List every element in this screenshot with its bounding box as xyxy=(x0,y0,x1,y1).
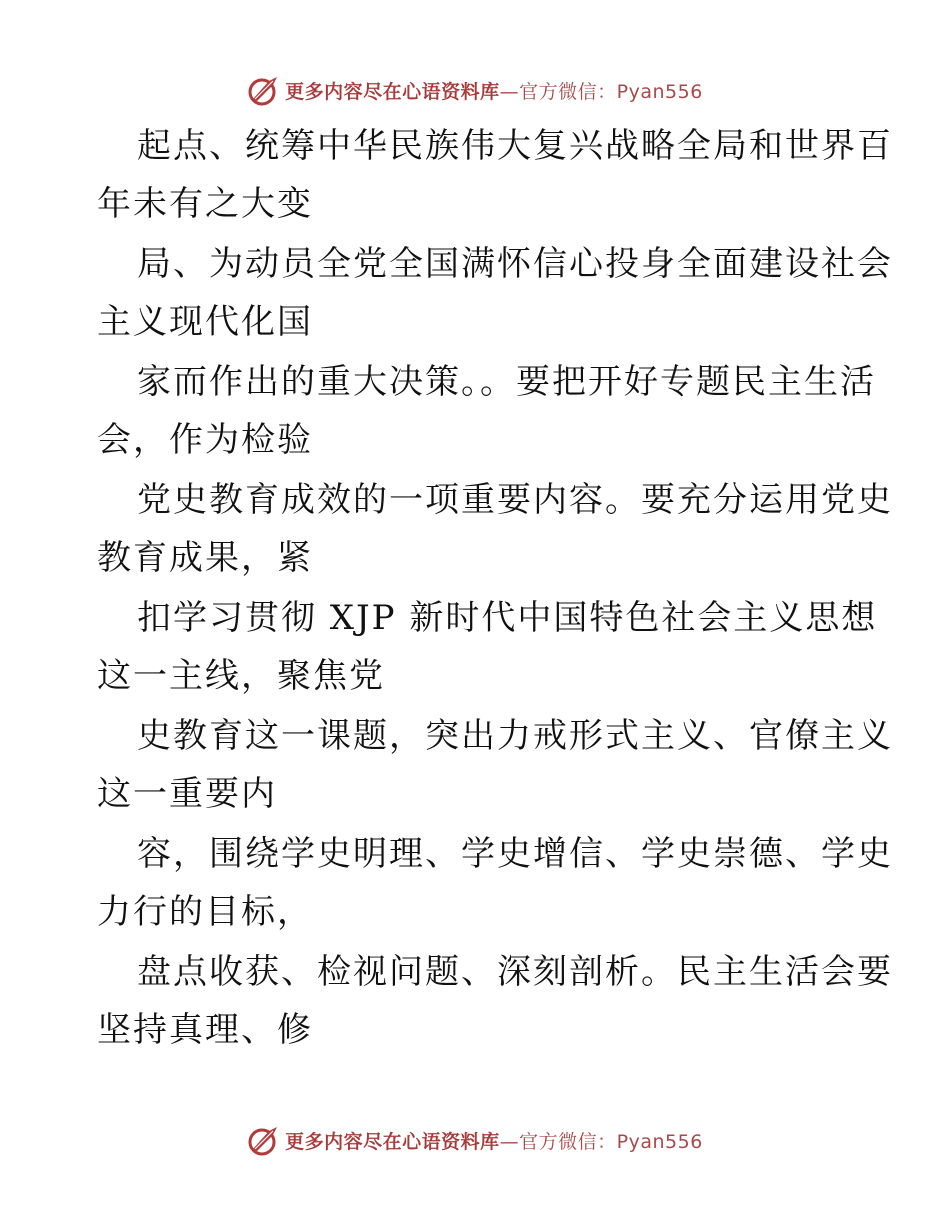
footer-banner xyxy=(0,1120,950,1160)
body-line: 会，作为检验 xyxy=(97,420,313,460)
body-line: 坚持真理、修 xyxy=(97,1010,313,1050)
body-line: 这一主线，聚焦党 xyxy=(97,656,385,696)
header-banner xyxy=(0,70,950,110)
feather-pen-logo-icon xyxy=(247,73,281,107)
header-banner-text: 更多内容尽在心语资料库—官方微信：Pyan556 xyxy=(285,80,703,103)
body-line: 扣学习贯彻 XJP 新时代中国特色社会主义思想 xyxy=(137,598,878,638)
footer-banner-text: 更多内容尽在心语资料库—官方微信：Pyan556 xyxy=(285,1130,703,1153)
body-line: 起点、统筹中华民族伟大复兴战略全局和世界百 xyxy=(137,126,893,166)
feather-pen-logo-icon xyxy=(247,1123,281,1157)
body-line: 教育成果，紧 xyxy=(97,538,313,578)
body-line: 盘点收获、检视问题、深刻剖析。民主生活会要 xyxy=(137,952,893,992)
body-line: 年未有之大变 xyxy=(97,184,313,224)
body-line: 史教育这一课题，突出力戒形式主义、官僚主义 xyxy=(137,716,893,756)
body-line: 容，围绕学史明理、学史增信、学史崇德、学史 xyxy=(137,834,893,874)
body-line: 家而作出的重大决策。。要把开好专题民主生活 xyxy=(137,362,876,402)
body-line: 这一重要内 xyxy=(97,774,277,814)
body-line: 力行的目标， xyxy=(97,892,313,932)
body-line: 主义现代化国 xyxy=(97,302,313,342)
body-line: 局、为动员全党全国满怀信心投身全面建设社会 xyxy=(137,244,893,284)
body-line: 党史教育成效的一项重要内容。要充分运用党史 xyxy=(137,480,893,520)
